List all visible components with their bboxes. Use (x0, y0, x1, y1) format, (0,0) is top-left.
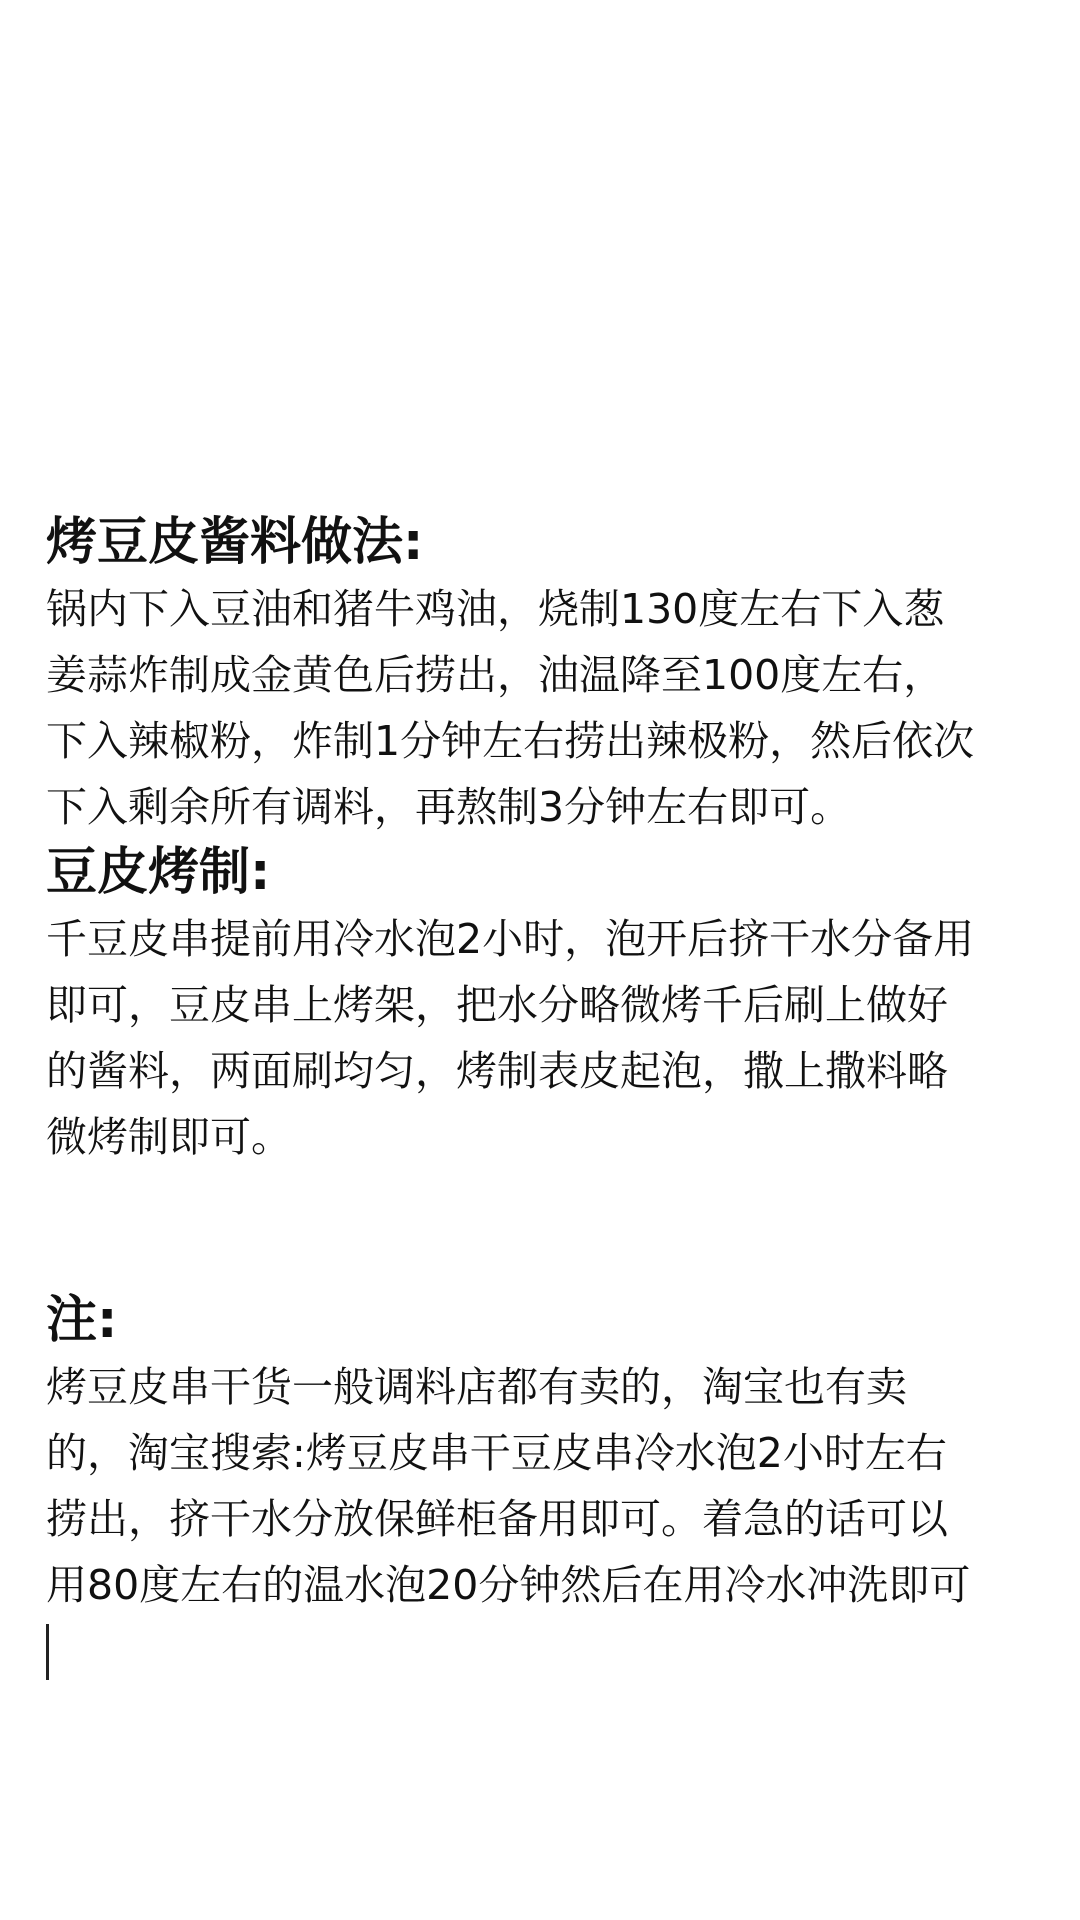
grilling-line-3: 的酱料，两面刷均匀，烤制表皮起泡，撒上撒料略 (46, 1047, 948, 1095)
grilling-line-2: 即可，豆皮串上烤架，把水分略微烤千后刷上做好 (46, 981, 948, 1029)
section-heading-sauce: 烤豆皮酱料做法: (46, 513, 424, 572)
note-line-4: 用80度左右的温水泡20分钟然后在用冷水冲洗即可 (46, 1561, 971, 1609)
note-line-1: 烤豆皮串干货一般调料店都有卖的，淘宝也有卖 (46, 1363, 907, 1411)
note-content[interactable] (46, 510, 1046, 1680)
grilling-line-4: 微烤制即可。 (46, 1113, 292, 1161)
section-heading-note: 注: (46, 1291, 118, 1350)
sauce-line-3: 下入辣椒粉，炸制1分钟左右捞出辣极粉，然后依次 (46, 717, 975, 765)
sauce-line-2: 姜蒜炸制成金黄色后捞出，油温降至100度左右， (46, 651, 945, 699)
grilling-line-1: 千豆皮串提前用冷水泡2小时，泡开后挤干水分备用 (46, 915, 975, 963)
sauce-line-4: 下入剩余所有调料，再熬制3分钟左右即可。 (46, 783, 852, 831)
section-heading-grilling: 豆皮烤制: (46, 843, 271, 902)
note-line-2: 的，淘宝搜索:烤豆皮串干豆皮串冷水泡2小时左右 (46, 1429, 947, 1477)
section-spacer (46, 1170, 1046, 1288)
note-line-3: 捞出，挤干水分放保鲜柜备用即可。着急的话可以 (46, 1495, 948, 1543)
sauce-line-1: 锅内下入豆油和猪牛鸡油，烧制130度左右下入葱 (46, 585, 945, 633)
text-cursor (46, 1624, 49, 1680)
